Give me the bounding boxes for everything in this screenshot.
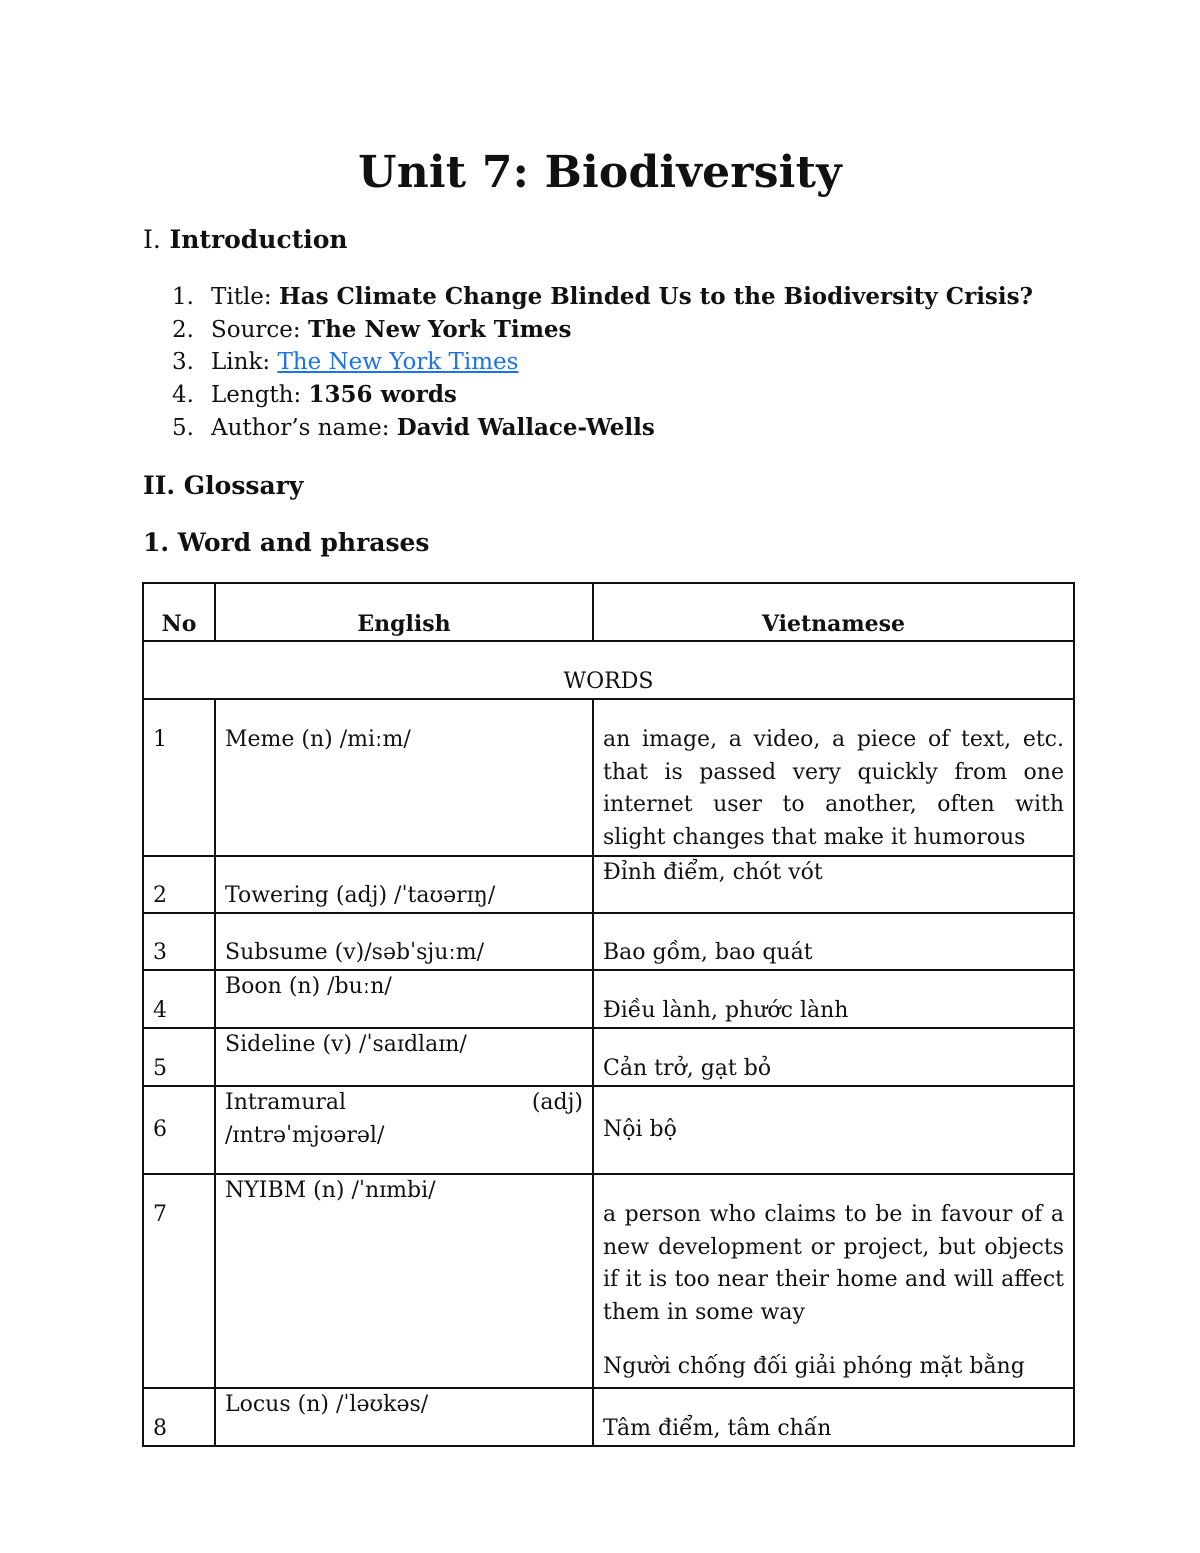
cell-english: Meme (n) /miːm/	[215, 699, 593, 856]
cell-vietnamese: Bao gồm, bao quát	[593, 913, 1074, 970]
item-label: Link:	[211, 349, 278, 376]
section-number: I.	[143, 225, 161, 254]
list-item	[172, 281, 1033, 314]
table-row	[143, 856, 1074, 913]
item-label: Author’s name:	[211, 414, 397, 441]
cell-no: 7	[143, 1174, 215, 1388]
cell-no: 1	[143, 699, 215, 856]
table-row	[143, 1388, 1074, 1446]
table-group-row	[143, 641, 1074, 699]
item-label: Source:	[211, 316, 308, 343]
header-english: English	[215, 583, 593, 641]
english-ipa: /ɪntrəˈmjʊərəl/	[225, 1122, 385, 1148]
item-value: David Wallace-Wells	[396, 413, 655, 441]
cell-english: Boon (n) /buːn/	[215, 970, 593, 1028]
list-number: 1.	[172, 284, 194, 310]
table-row	[143, 970, 1074, 1028]
cell-no: 2	[143, 856, 215, 913]
header-vietnamese: Vietnamese	[593, 583, 1074, 641]
cell-vietnamese: Điều lành, phước lành	[593, 970, 1074, 1028]
subsection-heading: 1. Word and phrases	[143, 528, 430, 557]
header-no: No	[143, 583, 215, 641]
table-row	[143, 699, 1074, 856]
cell-vietnamese	[593, 1174, 1074, 1388]
table-row	[143, 1086, 1074, 1174]
cell-english: NYIBM (n) /ˈnɪmbi/	[215, 1174, 593, 1388]
cell-no: 8	[143, 1388, 215, 1446]
cell-vietnamese: Đỉnh điểm, chót vót	[593, 856, 1074, 913]
english-word: Intramural	[225, 1090, 347, 1115]
section-glossary-heading: II. Glossary	[143, 471, 304, 500]
table-row	[143, 913, 1074, 970]
list-item	[172, 346, 1033, 379]
cell-vietnamese: Nội bộ	[593, 1086, 1074, 1174]
item-value: Has Climate Change Blinded Us to the Biodiversity Crisis?	[278, 283, 1034, 310]
section-title: Introduction	[169, 225, 348, 254]
list-number: 2.	[172, 316, 194, 343]
list-item	[172, 412, 1033, 445]
english-pos: (adj)	[531, 1090, 583, 1115]
translation-text: Người chống đối giải phóng mặt bằng	[603, 1354, 1025, 1379]
introduction-list	[172, 281, 1033, 445]
cell-no: 6	[143, 1086, 215, 1174]
cell-english: Towering (adj) /ˈtaʊərɪŋ/	[215, 856, 593, 913]
list-number: 3.	[172, 349, 194, 376]
definition-text: a person who claims to be in favour of a new development or project, but objects if it is too near their home and will affect them in some way	[603, 1202, 1064, 1325]
cell-no: 4	[143, 970, 215, 1028]
glossary-table	[142, 582, 1075, 1447]
item-value: 1356 words	[308, 381, 457, 409]
cell-english: Subsume (v)/səbˈsjuːm/	[215, 913, 593, 970]
item-label: Title:	[211, 284, 279, 310]
cell-english: Locus (n) /ˈləʊkəs/	[215, 1388, 593, 1446]
source-link[interactable]: The New York Times	[277, 349, 519, 376]
cell-no: 5	[143, 1028, 215, 1086]
item-value: The New York Times	[307, 315, 572, 343]
table-row	[143, 1174, 1074, 1388]
cell-no: 3	[143, 913, 215, 970]
item-label: Length:	[211, 382, 309, 409]
cell-vietnamese: Tâm điểm, tâm chấn	[593, 1388, 1074, 1446]
english-line	[225, 1087, 583, 1120]
table-row	[143, 1028, 1074, 1086]
list-number: 4.	[172, 382, 194, 409]
section-introduction-heading	[143, 223, 348, 257]
cell-vietnamese: an image, a video, a piece of text, etc. that is passed very quickly from one internet user to another, often with slight changes that make it humorous	[593, 699, 1074, 856]
group-label: WORDS	[143, 641, 1074, 699]
cell-english: Sideline (v) /ˈsaɪdlaɪn/	[215, 1028, 593, 1086]
page-title: Unit 7: Biodiversity	[358, 147, 842, 198]
cell-english	[215, 1086, 593, 1174]
spacer	[603, 1329, 1064, 1351]
list-number: 5.	[172, 414, 194, 441]
cell-vietnamese: Cản trở, gạt bỏ	[593, 1028, 1074, 1086]
list-item	[172, 379, 1033, 412]
list-item	[172, 314, 1033, 347]
table-header-row	[143, 583, 1074, 641]
